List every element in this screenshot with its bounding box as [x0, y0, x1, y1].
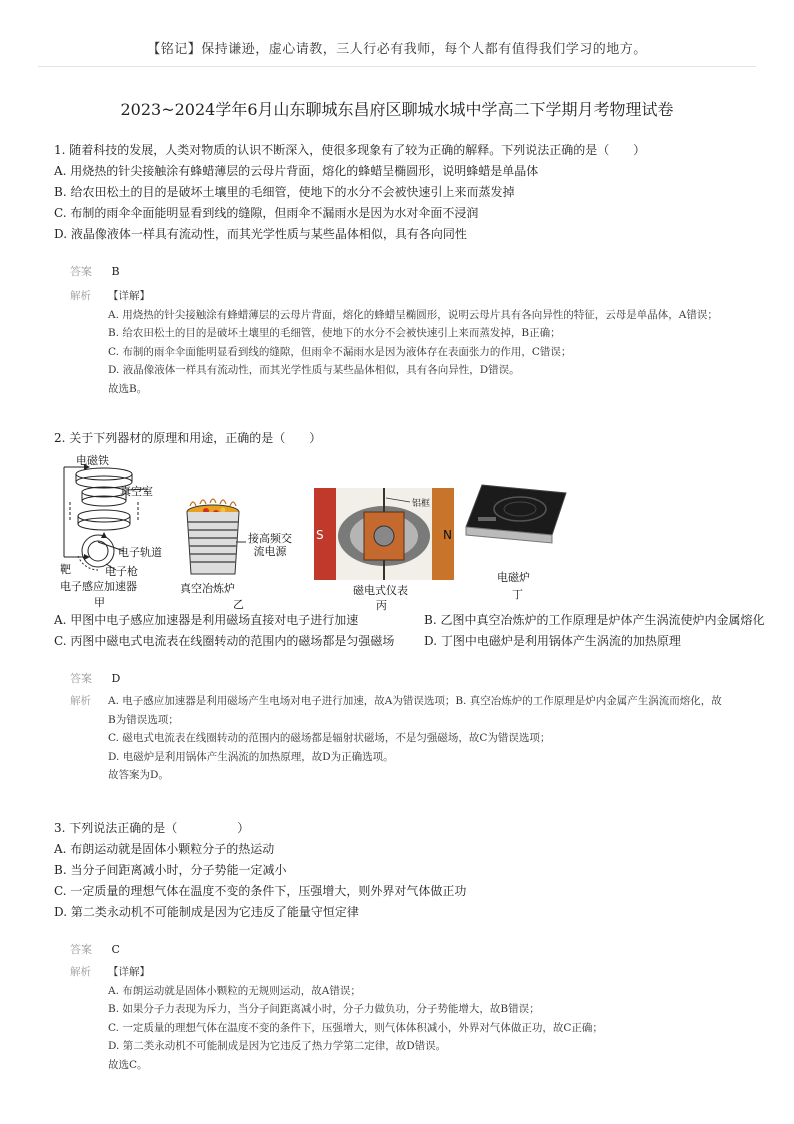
analysis-line: B. 给农田松土的目的是破坏土壤里的毛细管，使地下的水分不会被快速引上来而蒸发掉，B正确；	[108, 327, 561, 339]
label-hf-power-line1: 接高频交	[248, 532, 292, 545]
analysis-line: A. 布朗运动就是固体小颗粒的无规则运动，故A错误；	[108, 984, 361, 997]
analysis-line: D. 液晶像液体一样具有流动性，而其光学性质与某些晶体相似，具有各向异性，D错误。	[108, 364, 520, 376]
label-hf-power	[248, 532, 292, 558]
analysis-line: D. 电磁炉是利用锅体产生涡流的加热原理，故D为正确选项。	[108, 750, 394, 763]
question-1	[54, 140, 754, 245]
label-electron-gun: 电子枪	[105, 565, 138, 578]
analysis-line: C. 磁电式电流表在线圈转动的范围内的磁场都是辐射状磁场，不是匀强磁场，故C为错误选项；	[108, 732, 551, 744]
question-2-answer: D	[111, 672, 121, 685]
question-3-analysis	[70, 963, 720, 1074]
question-2-option-b: B. 乙图中真空冶炼炉的工作原理是炉体产生涡流使炉内金属熔化	[424, 613, 765, 627]
analysis-line: B. 如果分子力表现为斥力，当分子间距离减小时，分子力做负功，分子势能增大，故B错误；	[108, 1003, 540, 1015]
caption-yi: 乙	[233, 598, 244, 611]
analysis-line: A. 电子感应加速器是利用磁场产生电场对电子进行加速，故A为错误选项；B. 真空冶炼炉的工作原理是炉内金属产生涡流而熔化，故	[108, 695, 722, 707]
question-2-option-c: C. 丙图中磁电式电流表在线圈转动的范围内的磁场都是匀强磁场	[54, 634, 395, 648]
analysis-line: C. 一定质量的理想气体在温度不变的条件下，压强增大，则气体体积减小，外界对气体做正功，故C正确；	[108, 1021, 603, 1034]
question-1-option-c: C. 布制的雨伞伞面能明显看到线的缝隙，但雨伞不漏雨水是因为水对伞面不浸润	[54, 206, 479, 220]
caption-bing: 丙	[376, 599, 387, 612]
question-1-option-b: B. 给农田松土的目的是破坏土壤里的毛细管，使地下的水分不会被快速引上来而蒸发掉	[54, 185, 515, 199]
label-electromagnet: 电磁铁	[76, 454, 109, 467]
analysis-line: 【详解】	[108, 290, 150, 302]
question-1-answer: B	[111, 265, 120, 278]
question-2	[54, 428, 754, 449]
analysis-line: A. 用烧热的针尖接触涂有蜂蜡薄层的云母片背面，熔化的蜂蜡呈椭圆形，说明云母片具有各向异性的特征，云母是单晶体，A错误；	[108, 308, 718, 321]
question-1-answer-row	[70, 263, 120, 279]
answer-label: 答案	[70, 265, 92, 278]
label-meter: 磁电式仪表	[353, 584, 408, 597]
question-2-stem: 2. 关于下列器材的原理和用途，正确的是（ ）	[54, 431, 322, 445]
analysis-line: D. 第二类永动机不可能制成是因为它违反了热力学第二定律，故D错误。	[108, 1040, 447, 1052]
analysis-line: C. 布制的雨伞伞面能明显看到线的缝隙，但雨伞不漏雨水是因为液体存在表面张力的作用，C错误；	[108, 345, 572, 358]
label-vacuum-furnace: 真空冶炼炉	[180, 582, 235, 595]
label-pole-s: S	[316, 528, 324, 542]
label-accelerator: 电子感应加速器	[60, 580, 137, 593]
question-3-answer: C	[111, 943, 120, 956]
label-pole-n: N	[443, 528, 452, 542]
question-3-stem: 3. 下列说法正确的是（ ）	[54, 821, 250, 835]
question-2-option-a: A. 甲图中电子感应加速器是利用磁场直接对电子进行加速	[54, 613, 359, 627]
analysis-line: 故选C。	[108, 1058, 148, 1071]
question-3	[54, 818, 754, 923]
answer-label: 答案	[70, 672, 92, 685]
label-aluminum-frame: 铝框	[412, 499, 431, 509]
question-2-analysis	[70, 692, 730, 785]
header-motto: 【铭记】保持谦逊，虚心请教，三人行必有我师，每个人都有值得我们学习的地方。	[147, 42, 647, 57]
analysis-label: 解析	[70, 966, 91, 978]
question-1-stem: 1. 随着科技的发展，人类对物质的认识不断深入，使很多现象有了较为正确的解释。下列说法正确的是（ ）	[54, 143, 646, 157]
question-3-option-c: C. 一定质量的理想气体在温度不变的条件下，压强增大，则外界对气体做正功	[54, 884, 467, 898]
analysis-line: 【详解】	[108, 966, 150, 978]
caption-ding: 丁	[512, 588, 523, 601]
question-3-option-a: A. 布朗运动就是固体小颗粒分子的热运动	[54, 842, 275, 856]
question-3-option-b: B. 当分子间距离减小时，分子势能一定减小	[54, 863, 287, 877]
caption-jia: 甲	[94, 596, 105, 609]
page-title: 2023~2024学年6月山东聊城东昌府区聊城水城中学高二下学期月考物理试卷	[120, 100, 674, 119]
label-induction-cooker: 电磁炉	[497, 571, 530, 584]
analysis-label: 解析	[70, 290, 91, 302]
label-target: 靶	[60, 563, 71, 576]
question-3-option-d: D. 第二类永动机不可能制成是因为它违反了能量守恒定律	[54, 905, 359, 919]
figure-bing-meter	[314, 488, 454, 580]
question-1-option-d: D. 液晶像液体一样具有流动性，而其光学性质与某些晶体相似，具有各向同性	[54, 227, 467, 241]
analysis-line: 故选B。	[108, 382, 148, 395]
label-hf-power-line2: 流电源	[253, 545, 287, 558]
question-1-analysis	[70, 287, 720, 398]
question-1-option-a: A. 用烧热的针尖接触涂有蜂蜡薄层的云母片背面，熔化的蜂蜡呈椭圆形，说明蜂蜡是单晶体	[54, 164, 539, 178]
question-2-option-d: D. 丁图中电磁炉是利用锅体产生涡流的加热原理	[424, 634, 681, 648]
header-divider	[38, 66, 756, 67]
answer-label: 答案	[70, 943, 92, 956]
question-2-answer-row	[70, 670, 120, 686]
analysis-label: 解析	[70, 695, 91, 707]
figure-yi-furnace	[178, 494, 248, 582]
label-electron-orbit: 电子轨道	[118, 546, 162, 559]
label-vacuum-chamber: 真空室	[120, 485, 153, 498]
question-3-answer-row	[70, 941, 120, 957]
analysis-line: 故答案为D。	[108, 769, 169, 781]
analysis-line: B为错误选项；	[108, 713, 179, 726]
figure-ding-cooker	[462, 475, 572, 565]
